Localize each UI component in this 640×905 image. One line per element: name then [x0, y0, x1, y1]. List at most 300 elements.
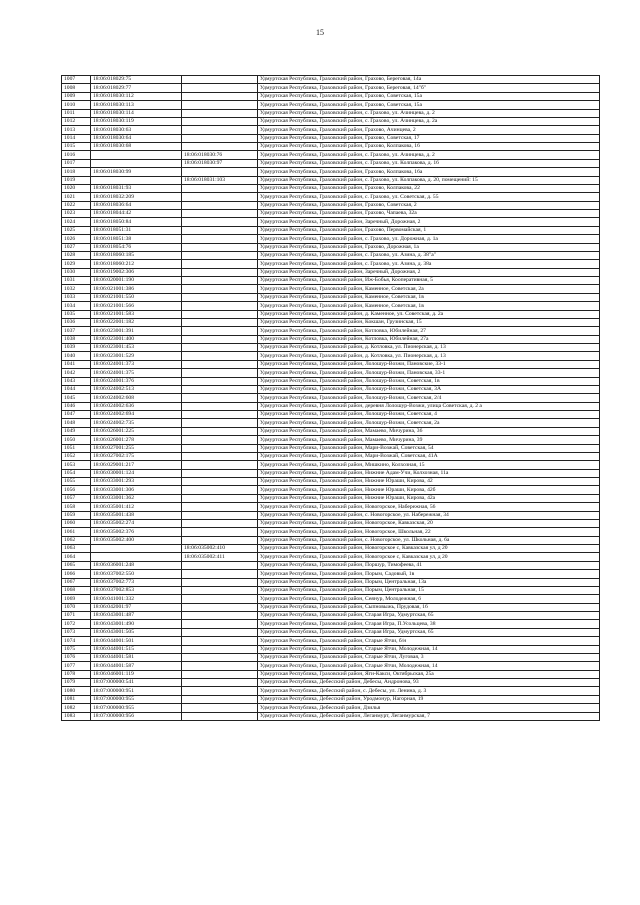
- cadastral-number-alt-cell: [182, 134, 258, 142]
- cadastral-number-cell: 18:06:035002:376: [91, 528, 182, 536]
- cadastral-number-cell: 18:06:018030:114: [91, 109, 182, 117]
- table-row: [62, 528, 600, 536]
- cadastral-number-alt-cell: [182, 612, 258, 620]
- cadastral-number-alt-cell: [182, 561, 258, 569]
- cadastral-number-alt-cell: [182, 419, 258, 427]
- address-cell: Удмуртская Республика, Граховский район, Кокшан, Грузинская, 15: [258, 318, 600, 326]
- address-cell: Удмуртская Республика, Граховский район, Старая Игра, Удмуртская, 65: [258, 628, 600, 636]
- cadastral-number-alt-cell: [182, 528, 258, 536]
- cadastral-number-alt-cell: [182, 519, 258, 527]
- row-number-cell: 1071: [62, 612, 91, 620]
- cadastral-number-cell: 18:06:018029:77: [91, 84, 182, 92]
- table-row: [62, 168, 600, 176]
- cadastral-number-cell: 18:06:044001:587: [91, 662, 182, 670]
- cadastral-number-cell: 18:06:018029:75: [91, 76, 182, 84]
- address-cell: Удмуртская Республика, Граховский район, с. Грахово, ул. Колпакова, д. 16: [258, 159, 600, 167]
- page-number: 15: [316, 28, 324, 37]
- address-cell: Удмуртская Республика, Граховский район, с. Грахово, ул. Ачинцева, д. 2: [258, 151, 600, 159]
- address-cell: Удмуртская Республика, Дебесский район, с. Дебесы, ул. Ленина, д. 3: [258, 687, 600, 695]
- cadastral-number-alt-cell: [182, 461, 258, 469]
- row-number-cell: 1011: [62, 109, 91, 117]
- address-cell: Удмуртская Республика, Граховский район, с. Грахово, ул. Ачинцева, д. 2: [258, 109, 600, 117]
- row-number-cell: 1075: [62, 645, 91, 653]
- cadastral-number-cell: 18:06:023001:400: [91, 335, 182, 343]
- row-number-cell: 1026: [62, 235, 91, 243]
- address-cell: Удмуртская Республика, Граховский район, Новогорское с, Кавказская ул, д 20: [258, 545, 600, 553]
- address-cell: Удмуртская Республика, Граховский район, Грахово, Дорожная, 1а: [258, 243, 600, 251]
- address-cell: Удмуртская Республика, Граховский район, с. Новогорское, ул. Школьная, д. 6а: [258, 536, 600, 544]
- row-number-cell: 1031: [62, 277, 91, 285]
- table-row: [62, 653, 600, 661]
- cadastral-number-alt-cell: [182, 302, 258, 310]
- address-cell: Удмуртская Республика, Граховский район, Новогорское, Кавказская, 20: [258, 519, 600, 527]
- table-row: [62, 369, 600, 377]
- row-number-cell: 1046: [62, 402, 91, 410]
- row-number-cell: 1028: [62, 251, 91, 259]
- cadastral-number-alt-cell: [182, 126, 258, 134]
- address-cell: Удмуртская Республика, Граховский район, Порым, Садовый, 1в: [258, 570, 600, 578]
- registry-table: [61, 75, 600, 721]
- cadastral-number-cell: 18:06:043001:505: [91, 628, 182, 636]
- table-row: [62, 444, 600, 452]
- address-cell: Удмуртская Республика, Граховский район, Лолошур-Возжи, Пановские, 33-1: [258, 360, 600, 368]
- address-cell: Удмуртская Республика, Граховский район, Грахово, Береговая, 14а: [258, 76, 600, 84]
- table-row: [62, 687, 600, 695]
- row-number-cell: 1016: [62, 151, 91, 159]
- row-number-cell: 1070: [62, 603, 91, 611]
- cadastral-number-alt-cell: [182, 235, 258, 243]
- row-number-cell: 1079: [62, 679, 91, 687]
- address-cell: Удмуртская Республика, Граховский район, Грахово, Ачинцева, 2: [258, 126, 600, 134]
- address-cell: Удмуртская Республика, Дебесский район, Леганмурт, Леганмурская, 7: [258, 712, 600, 720]
- table-row: [62, 235, 600, 243]
- cadastral-number-alt-cell: 18:06:035002:410: [182, 545, 258, 553]
- cadastral-number-alt-cell: [182, 637, 258, 645]
- row-number-cell: 1072: [62, 620, 91, 628]
- address-cell: Удмуртская Республика, Граховский район, Грахово, Колпакова, 16а: [258, 168, 600, 176]
- address-cell: Удмуртская Республика, Граховский район, Лолошур-Возжи, Советская, 4: [258, 411, 600, 419]
- row-number-cell: 1013: [62, 126, 91, 134]
- table-row: [62, 695, 600, 703]
- address-cell: Удмуртская Республика, Граховский район, Нижние Юраши, Кирова, 42а: [258, 494, 600, 502]
- cadastral-number-alt-cell: [182, 344, 258, 352]
- cadastral-number-cell: 18:06:020001:190: [91, 277, 182, 285]
- address-cell: Удмуртская Республика, Граховский район, д. Котловка, ул. Пионерская, д. 13: [258, 352, 600, 360]
- row-number-cell: 1022: [62, 201, 91, 209]
- cadastral-number-cell: 18:06:043001:490: [91, 620, 182, 628]
- table-row: [62, 578, 600, 586]
- row-number-cell: 1073: [62, 628, 91, 636]
- row-number-cell: 1041: [62, 360, 91, 368]
- row-number-cell: 1076: [62, 653, 91, 661]
- address-cell: Удмуртская Республика, Граховский район, Яги-Какси, Октябрьская, 25а: [258, 670, 600, 678]
- cadastral-number-alt-cell: [182, 704, 258, 712]
- cadastral-number-cell: 18:07:000000:541: [91, 679, 182, 687]
- row-number-cell: 1078: [62, 670, 91, 678]
- row-number-cell: 1052: [62, 452, 91, 460]
- row-number-cell: 1039: [62, 344, 91, 352]
- row-number-cell: 1023: [62, 210, 91, 218]
- cadastral-number-alt-cell: [182, 268, 258, 276]
- address-cell: Удмуртская Республика, Граховский район, Старые Ятчи, б/н: [258, 637, 600, 645]
- address-cell: Удмуртская Республика, Граховский район, Нижние Юраши, Кирова, 42: [258, 478, 600, 486]
- cadastral-number-alt-cell: [182, 436, 258, 444]
- cadastral-number-cell: 18:06:018031:93: [91, 184, 182, 192]
- row-number-cell: 1047: [62, 411, 91, 419]
- table-row: [62, 293, 600, 301]
- address-cell: Удмуртская Республика, Дебесский район, Дзилья: [258, 704, 600, 712]
- address-cell: Удмуртская Республика, Граховский район, д. Котловка, ул. Пионерская, д. 13: [258, 344, 600, 352]
- table-row: [62, 344, 600, 352]
- cadastral-number-cell: 18:06:046001:119: [91, 670, 182, 678]
- row-number-cell: 1048: [62, 419, 91, 427]
- cadastral-number-alt-cell: [182, 536, 258, 544]
- cadastral-number-cell: 18:06:024002:636: [91, 402, 182, 410]
- address-cell: Удмуртская Республика, Граховский район, Грахово, Колпакова, 22: [258, 184, 600, 192]
- cadastral-number-cell: 18:06:026001:278: [91, 436, 182, 444]
- cadastral-number-cell: 18:06:030001:124: [91, 469, 182, 477]
- cadastral-number-alt-cell: [182, 243, 258, 251]
- table-row: [62, 84, 600, 92]
- table-row: [62, 536, 600, 544]
- address-cell: Удмуртская Республика, Граховский район, с. Грахово, ул. Советская, д. 55: [258, 193, 600, 201]
- table-row: [62, 394, 600, 402]
- cadastral-number-cell: 18:06:043001:487: [91, 612, 182, 620]
- table-row: [62, 519, 600, 527]
- address-cell: Удмуртская Республика, Граховский район, Новогорское, Набережная, 56: [258, 503, 600, 511]
- address-cell: Удмуртская Республика, Дебесский район, Уродмонур, Нагорная, 19: [258, 695, 600, 703]
- cadastral-number-cell: 18:06:018036:64: [91, 201, 182, 209]
- row-number-cell: 1009: [62, 92, 91, 100]
- cadastral-number-cell: 18:06:023001:529: [91, 352, 182, 360]
- address-cell: Удмуртская Республика, Граховский район, Сыпновыжь, Прудовая, 16: [258, 603, 600, 611]
- cadastral-number-cell: 18:06:018030:113: [91, 101, 182, 109]
- cadastral-number-cell: 18:06:022001:182: [91, 318, 182, 326]
- cadastral-number-cell: 18:06:018060:212: [91, 260, 182, 268]
- cadastral-number-alt-cell: [182, 411, 258, 419]
- table-row: [62, 193, 600, 201]
- cadastral-number-cell: 18:06:019002:306: [91, 268, 182, 276]
- table-row: [62, 76, 600, 84]
- cadastral-number-alt-cell: [182, 193, 258, 201]
- cadastral-number-cell: 18:06:018030:64: [91, 134, 182, 142]
- cadastral-number-alt-cell: [182, 277, 258, 285]
- table-row: [62, 662, 600, 670]
- address-cell: Удмуртская Республика, Граховский район, Мари-Возжай, Советская, 41А: [258, 452, 600, 460]
- row-number-cell: 1033: [62, 293, 91, 301]
- address-cell: Удмуртская Республика, Граховский район, деревня Лолошур-Возжи, улица Советская, д. 2 а: [258, 402, 600, 410]
- table-row: [62, 570, 600, 578]
- table-row: [62, 109, 600, 117]
- address-cell: Удмуртская Республика, Граховский район, Порым, Центральная, 15: [258, 586, 600, 594]
- address-cell: Удмуртская Республика, Граховский район, с. Грахово, ул. Колпакова, д. 20, помещений: 15: [258, 176, 600, 184]
- address-cell: Удмуртская Республика, Граховский район, Грахово, Чапаева, 32а: [258, 210, 600, 218]
- row-number-cell: 1030: [62, 268, 91, 276]
- cadastral-number-cell: 18:06:041001:332: [91, 595, 182, 603]
- table-row: [62, 486, 600, 494]
- cadastral-number-cell: 18:06:027002:175: [91, 452, 182, 460]
- table-row: [62, 260, 600, 268]
- table-row: [62, 117, 600, 125]
- cadastral-number-cell: 18:07:000000:955: [91, 695, 182, 703]
- cadastral-number-alt-cell: 18:06:035002:411: [182, 553, 258, 561]
- cadastral-number-cell: [91, 553, 182, 561]
- address-cell: Удмуртская Республика, Граховский район, Новогорское с, Кавказская ул, д 20: [258, 553, 600, 561]
- address-cell: Удмуртская Республика, Граховский район, Новогорское, Школьная, 22: [258, 528, 600, 536]
- cadastral-number-alt-cell: [182, 318, 258, 326]
- table-row: [62, 670, 600, 678]
- address-cell: Удмуртская Республика, Граховский район, с. Грахово, ул. Азина, д. 38"а": [258, 251, 600, 259]
- row-number-cell: 1018: [62, 168, 91, 176]
- address-cell: Удмуртская Республика, Граховский район, Старая Игра, П.Усольцева, 38: [258, 620, 600, 628]
- row-number-cell: 1015: [62, 143, 91, 151]
- cadastral-number-alt-cell: [182, 394, 258, 402]
- table-row: [62, 628, 600, 636]
- row-number-cell: 1064: [62, 553, 91, 561]
- cadastral-number-alt-cell: 18:06:018030:97: [182, 159, 258, 167]
- table-row: [62, 478, 600, 486]
- cadastral-number-alt-cell: [182, 679, 258, 687]
- cadastral-number-cell: [91, 545, 182, 553]
- cadastral-number-cell: 18:06:018060:185: [91, 251, 182, 259]
- cadastral-number-alt-cell: [182, 452, 258, 460]
- row-number-cell: 1034: [62, 302, 91, 310]
- cadastral-number-alt-cell: [182, 109, 258, 117]
- address-cell: Удмуртская Республика, Граховский район, Старые Ятчи, Луговая, 3: [258, 653, 600, 661]
- cadastral-number-alt-cell: [182, 628, 258, 636]
- address-cell: Удмуртская Республика, Граховский район, Лолошур-Возжи, Пановская, 33-1: [258, 369, 600, 377]
- cadastral-number-alt-cell: [182, 117, 258, 125]
- table-row: [62, 712, 600, 720]
- row-number-cell: 1080: [62, 687, 91, 695]
- cadastral-number-alt-cell: [182, 285, 258, 293]
- address-cell: Удмуртская Республика, Граховский район, с. Грахово, ул. Ачинцева, д. 2а: [258, 117, 600, 125]
- cadastral-number-alt-cell: [182, 469, 258, 477]
- row-number-cell: 1044: [62, 385, 91, 393]
- cadastral-number-cell: [91, 151, 182, 159]
- address-cell: Удмуртская Республика, Граховский район, д. Каменное, ул. Советская, д. 2а: [258, 310, 600, 318]
- address-cell: Удмуртская Республика, Граховский район, с. Новогорское, ул. Набережная, 34: [258, 511, 600, 519]
- row-number-cell: 1060: [62, 519, 91, 527]
- table-row: [62, 151, 600, 159]
- row-number-cell: 1068: [62, 586, 91, 594]
- cadastral-number-alt-cell: [182, 687, 258, 695]
- cadastral-number-alt-cell: [182, 377, 258, 385]
- table-row: [62, 436, 600, 444]
- cadastral-number-cell: 18:07:000000:951: [91, 687, 182, 695]
- table-row: [62, 176, 600, 184]
- cadastral-number-cell: 18:06:037002:773: [91, 578, 182, 586]
- cadastral-number-cell: [91, 176, 182, 184]
- cadastral-number-alt-cell: [182, 511, 258, 519]
- cadastral-number-alt-cell: [182, 201, 258, 209]
- cadastral-number-cell: 18:06:024001:376: [91, 377, 182, 385]
- row-number-cell: 1025: [62, 226, 91, 234]
- cadastral-number-alt-cell: [182, 293, 258, 301]
- row-number-cell: 1017: [62, 159, 91, 167]
- address-cell: Удмуртская Республика, Граховский район, Лолошур-Возжи, Советская, 2а: [258, 419, 600, 427]
- cadastral-number-cell: 18:06:018051:31: [91, 226, 182, 234]
- row-number-cell: 1021: [62, 193, 91, 201]
- cadastral-number-cell: 18:06:035001:438: [91, 511, 182, 519]
- cadastral-number-cell: 18:06:018030:99: [91, 168, 182, 176]
- table-row: [62, 620, 600, 628]
- address-cell: Удмуртская Республика, Граховский район, Грахово, Первомайская, 1: [258, 226, 600, 234]
- table-row: [62, 92, 600, 100]
- cadastral-number-alt-cell: [182, 184, 258, 192]
- cadastral-number-cell: 18:06:035002:400: [91, 536, 182, 544]
- table-row: [62, 494, 600, 502]
- table-row: [62, 452, 600, 460]
- address-cell: Удмуртская Республика, Граховский район, Каменное, Советская, 1в: [258, 302, 600, 310]
- cadastral-number-cell: 18:06:018054:76: [91, 243, 182, 251]
- table-row: [62, 184, 600, 192]
- table-row: [62, 218, 600, 226]
- address-cell: Удмуртская Республика, Граховский район, Заречный, Дорожная, 2: [258, 268, 600, 276]
- table-row: [62, 143, 600, 151]
- cadastral-number-alt-cell: [182, 478, 258, 486]
- table-row: [62, 385, 600, 393]
- address-cell: Удмуртская Республика, Граховский район, Порым, Центральная, 13а: [258, 578, 600, 586]
- cadastral-number-alt-cell: [182, 218, 258, 226]
- table-row: [62, 595, 600, 603]
- table-row: [62, 545, 600, 553]
- address-cell: Удмуртская Республика, Граховский район, Мамаево, Мичурина, 39: [258, 436, 600, 444]
- cadastral-number-cell: 18:06:033001:362: [91, 494, 182, 502]
- row-number-cell: 1054: [62, 469, 91, 477]
- cadastral-number-alt-cell: [182, 251, 258, 259]
- table-row: [62, 645, 600, 653]
- cadastral-number-alt-cell: [182, 360, 258, 368]
- row-number-cell: 1037: [62, 327, 91, 335]
- cadastral-number-cell: 18:06:023001:453: [91, 344, 182, 352]
- table-row: [62, 210, 600, 218]
- row-number-cell: 1051: [62, 444, 91, 452]
- cadastral-number-cell: [91, 159, 182, 167]
- cadastral-number-alt-cell: [182, 662, 258, 670]
- row-number-cell: 1049: [62, 427, 91, 435]
- address-cell: Удмуртская Республика, Граховский район, с. Грахово, ул. Дорожная, д. 1а: [258, 235, 600, 243]
- cadastral-number-cell: 18:06:018030:112: [91, 92, 182, 100]
- row-number-cell: 1008: [62, 84, 91, 92]
- table-row: [62, 243, 600, 251]
- cadastral-number-alt-cell: [182, 385, 258, 393]
- cadastral-number-alt-cell: [182, 494, 258, 502]
- row-number-cell: 1027: [62, 243, 91, 251]
- row-number-cell: 1082: [62, 704, 91, 712]
- row-number-cell: 1019: [62, 176, 91, 184]
- table-row: [62, 637, 600, 645]
- cadastral-number-cell: 18:06:018030:68: [91, 143, 182, 151]
- address-cell: Удмуртская Республика, Граховский район, Старые Ятчи, Молодежная, 14: [258, 662, 600, 670]
- table-row: [62, 268, 600, 276]
- cadastral-number-alt-cell: [182, 260, 258, 268]
- table-row: [62, 427, 600, 435]
- table-row: [62, 318, 600, 326]
- cadastral-number-cell: 18:06:024002:694: [91, 411, 182, 419]
- row-number-cell: 1032: [62, 285, 91, 293]
- cadastral-number-alt-cell: [182, 486, 258, 494]
- row-number-cell: 1050: [62, 436, 91, 444]
- row-number-cell: 1029: [62, 260, 91, 268]
- table-row: [62, 335, 600, 343]
- cadastral-number-cell: 18:06:024002:608: [91, 394, 182, 402]
- table-row: [62, 511, 600, 519]
- table-row: [62, 679, 600, 687]
- address-cell: Удмуртская Республика, Граховский район, Грахово, Советская, 15а: [258, 101, 600, 109]
- cadastral-number-cell: 18:06:018044:42: [91, 210, 182, 218]
- cadastral-number-alt-cell: [182, 310, 258, 318]
- table-row: [62, 469, 600, 477]
- cadastral-number-cell: 18:06:037002:853: [91, 586, 182, 594]
- table-row: [62, 561, 600, 569]
- row-number-cell: 1057: [62, 494, 91, 502]
- table-row: [62, 285, 600, 293]
- table-row: [62, 134, 600, 142]
- row-number-cell: 1053: [62, 461, 91, 469]
- cadastral-number-cell: 18:06:042001:97: [91, 603, 182, 611]
- row-number-cell: 1038: [62, 335, 91, 343]
- cadastral-number-cell: 18:06:021001:583: [91, 310, 182, 318]
- cadastral-number-cell: 18:06:029001:217: [91, 461, 182, 469]
- cadastral-number-cell: 18:06:018030:119: [91, 117, 182, 125]
- cadastral-number-alt-cell: [182, 402, 258, 410]
- cadastral-number-alt-cell: [182, 168, 258, 176]
- address-cell: Удмуртская Республика, Граховский район, Сеянур, Молодежная, 6: [258, 595, 600, 603]
- row-number-cell: 1062: [62, 536, 91, 544]
- cadastral-number-cell: 18:06:024001:375: [91, 369, 182, 377]
- row-number-cell: 1063: [62, 545, 91, 553]
- row-number-cell: 1056: [62, 486, 91, 494]
- cadastral-number-cell: 18:06:024001:373: [91, 360, 182, 368]
- table-row: [62, 503, 600, 511]
- table-row: [62, 461, 600, 469]
- row-number-cell: 1045: [62, 394, 91, 402]
- table-row: [62, 302, 600, 310]
- address-cell: Удмуртская Республика, Граховский район, Поршур, Тимофеева, 41: [258, 561, 600, 569]
- row-number-cell: 1065: [62, 561, 91, 569]
- row-number-cell: 1074: [62, 637, 91, 645]
- table-row: [62, 310, 600, 318]
- table-row: [62, 159, 600, 167]
- table-row: [62, 612, 600, 620]
- cadastral-number-alt-cell: [182, 92, 258, 100]
- row-number-cell: 1007: [62, 76, 91, 84]
- cadastral-number-cell: 18:06:027001:255: [91, 444, 182, 452]
- address-cell: Удмуртская Республика, Граховский район, Старая Игра, Удмуртская, 65: [258, 612, 600, 620]
- address-cell: Удмуртская Республика, Граховский район, Заречный, Дорожная, 2: [258, 218, 600, 226]
- cadastral-number-cell: 18:06:021001:386: [91, 285, 182, 293]
- cadastral-number-alt-cell: [182, 586, 258, 594]
- cadastral-number-cell: 18:06:024002:735: [91, 419, 182, 427]
- address-cell: Удмуртская Республика, Граховский район, Нижние Юраши, Кирова, 42б: [258, 486, 600, 494]
- row-number-cell: 1036: [62, 318, 91, 326]
- cadastral-number-cell: 18:06:033001:293: [91, 478, 182, 486]
- row-number-cell: 1059: [62, 511, 91, 519]
- table-row: [62, 101, 600, 109]
- row-number-cell: 1066: [62, 570, 91, 578]
- cadastral-number-alt-cell: [182, 695, 258, 703]
- address-cell: Удмуртская Республика, Граховский район, Котловка, Юбилейная, 27а: [258, 335, 600, 343]
- table-row: [62, 419, 600, 427]
- cadastral-number-alt-cell: [182, 327, 258, 335]
- cadastral-number-alt-cell: [182, 595, 258, 603]
- cadastral-number-alt-cell: [182, 335, 258, 343]
- cadastral-number-alt-cell: [182, 226, 258, 234]
- row-number-cell: 1081: [62, 695, 91, 703]
- row-number-cell: 1061: [62, 528, 91, 536]
- cadastral-number-alt-cell: 18:06:018030:76: [182, 151, 258, 159]
